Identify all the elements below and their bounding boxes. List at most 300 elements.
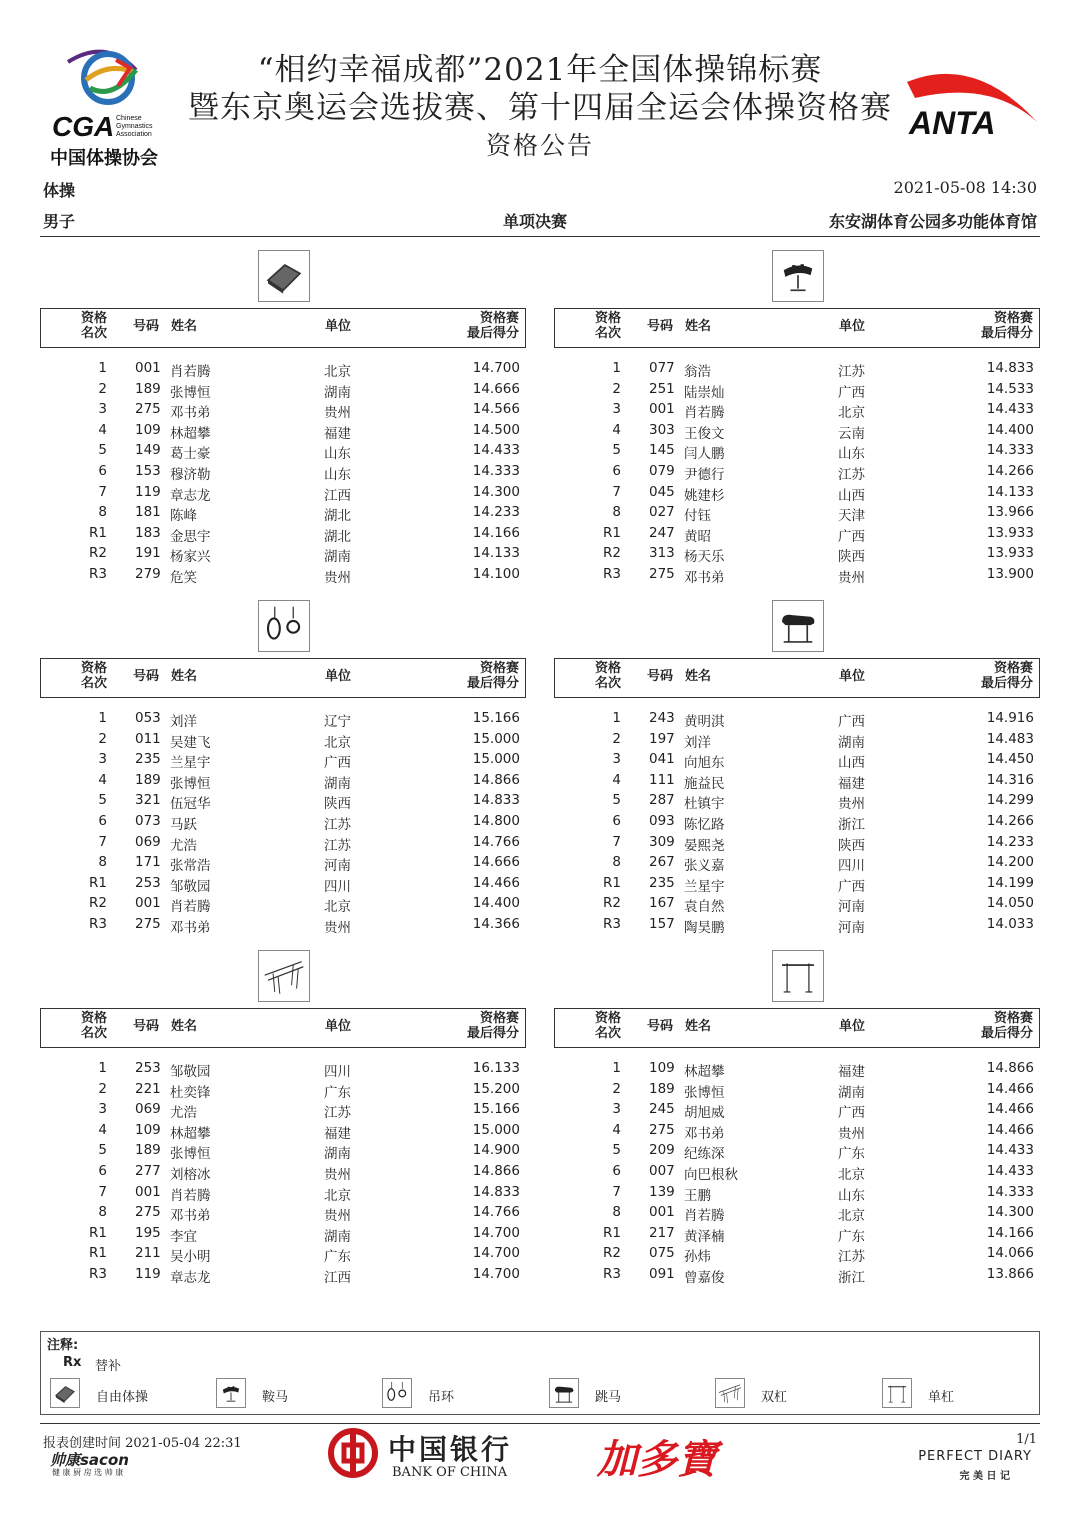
- score-cell: 15.000: [472, 730, 520, 747]
- unit-cell: 贵州: [324, 405, 351, 422]
- score-cell: 14.066: [986, 1245, 1034, 1262]
- score-cell: 14.300: [986, 1204, 1034, 1221]
- bib-cell: 119: [135, 483, 161, 500]
- col-name-header: 姓名: [171, 319, 198, 334]
- unit-cell: 福建: [324, 1125, 351, 1142]
- score-cell: 14.666: [472, 380, 520, 397]
- name-cell: 王鹏: [684, 1187, 711, 1204]
- col-rank-header-line1: 资格: [594, 311, 621, 326]
- score-cell: 14.100: [472, 566, 520, 582]
- rank-cell: 5: [98, 442, 107, 459]
- table-row: [554, 854, 1040, 875]
- score-cell: 14.299: [986, 792, 1034, 809]
- col-score-header: [467, 1012, 519, 1042]
- pd-en: PERFECT DIARY: [918, 1449, 1032, 1464]
- table-row: [554, 731, 1040, 752]
- bib-cell: 093: [649, 813, 675, 829]
- name-cell: 危笑: [170, 570, 197, 586]
- name-cell: 肖若腾: [684, 405, 725, 422]
- name-cell: 金思宇: [170, 528, 211, 545]
- table-row: [40, 566, 526, 587]
- name-cell: 张义嘉: [684, 858, 725, 875]
- score-cell: 14.133: [472, 545, 520, 562]
- table-row: [40, 731, 526, 752]
- score-cell: 14.266: [986, 463, 1034, 479]
- table-row: [554, 875, 1040, 896]
- name-cell: 施益民: [684, 775, 725, 792]
- score-cell: 13.933: [986, 524, 1034, 541]
- bib-cell: 079: [649, 463, 675, 479]
- name-cell: 林超攀: [684, 1064, 725, 1080]
- table-row: [40, 1184, 526, 1205]
- score-cell: 14.866: [986, 1060, 1034, 1076]
- unit-cell: 湖南: [324, 1146, 351, 1163]
- col-rank-header: [585, 312, 631, 342]
- score-cell: 14.266: [986, 813, 1034, 829]
- rank-cell: 8: [98, 504, 107, 521]
- name-cell: 黄泽楠: [684, 1228, 725, 1245]
- unit-cell: 湖南: [838, 734, 865, 751]
- unit-cell: 广东: [838, 1146, 865, 1163]
- unit-cell: 陕西: [838, 837, 865, 854]
- bib-cell: 275: [135, 1204, 161, 1221]
- unit-cell: 北京: [324, 1187, 351, 1204]
- name-cell: 刘榕冰: [170, 1167, 211, 1183]
- title-line3: 资格公告: [485, 131, 594, 160]
- table-row: [554, 1081, 1040, 1102]
- name-cell: 袁自然: [684, 899, 725, 916]
- score-cell: 14.050: [986, 895, 1034, 912]
- name-cell: 姚建杉: [684, 487, 725, 504]
- bib-cell: 007: [649, 1163, 675, 1179]
- rank-cell: R1: [89, 1245, 107, 1262]
- table-row: [554, 401, 1040, 422]
- legend-item: [882, 1378, 1032, 1410]
- unit-cell: 河南: [838, 899, 865, 916]
- score-cell: 14.833: [986, 360, 1034, 376]
- bib-cell: 075: [649, 1245, 675, 1262]
- bib-cell: 189: [649, 1080, 675, 1097]
- bib-cell: 001: [649, 401, 675, 418]
- apparatus-table: [554, 250, 1040, 595]
- table-row: [554, 895, 1040, 916]
- table-row: [554, 751, 1040, 772]
- unit-cell: 贵州: [324, 570, 351, 586]
- table-row: [554, 834, 1040, 855]
- table-row: [554, 484, 1040, 505]
- name-cell: 肖若腾: [684, 1208, 725, 1225]
- title-line1: “相约幸福成都”2021年全国体操锦标赛: [257, 52, 823, 88]
- score-cell: 15.000: [472, 751, 520, 768]
- legend-label: 跳马: [595, 1390, 622, 1405]
- svg-text:Gymnastics: Gymnastics: [116, 123, 153, 130]
- rank-cell: 2: [612, 730, 621, 747]
- col-score-header-line1: 资格赛: [993, 661, 1033, 676]
- table-header: [40, 308, 526, 348]
- bib-cell: 243: [649, 710, 675, 726]
- col-rank-header-line1: 资格: [594, 661, 621, 676]
- unit-cell: 福建: [838, 1064, 865, 1080]
- unit-cell: 江苏: [838, 467, 865, 483]
- col-bib-header: 号码: [133, 669, 160, 684]
- rank-cell: 3: [612, 401, 621, 418]
- unit-cell: 云南: [838, 425, 865, 442]
- name-cell: 黄明淇: [684, 714, 725, 730]
- score-cell: 14.466: [986, 1101, 1034, 1118]
- col-rank-header-line2: 名次: [594, 1025, 621, 1041]
- anta-logo: [905, 68, 1040, 138]
- rank-cell: 8: [612, 504, 621, 521]
- bib-cell: 109: [135, 421, 161, 438]
- col-rank-header-line2: 名次: [594, 675, 621, 691]
- name-cell: 陆崇灿: [684, 384, 725, 401]
- table-row: [554, 792, 1040, 813]
- table-row: [554, 360, 1040, 381]
- unit-cell: 山东: [838, 1187, 865, 1204]
- score-cell: 14.400: [472, 895, 520, 912]
- bib-cell: 309: [649, 833, 675, 850]
- score-cell: 14.366: [472, 916, 520, 932]
- name-cell: 邓书弟: [170, 1208, 211, 1225]
- name-cell: 张博恒: [170, 384, 211, 401]
- table-row: [554, 1163, 1040, 1184]
- parallel-bars-icon: [715, 1378, 745, 1408]
- rank-cell: 4: [612, 421, 621, 438]
- score-cell: 14.199: [986, 874, 1034, 891]
- unit-cell: 福建: [324, 425, 351, 442]
- unit-cell: 广东: [324, 1084, 351, 1101]
- bib-cell: 279: [135, 566, 161, 582]
- name-cell: 尤浩: [170, 1105, 197, 1122]
- score-cell: 15.166: [472, 710, 520, 726]
- rank-cell: R3: [603, 566, 621, 582]
- rank-cell: 2: [98, 1080, 107, 1097]
- rank-cell: R1: [89, 1224, 107, 1241]
- name-cell: 邓书弟: [684, 570, 725, 586]
- bib-cell: 189: [135, 380, 161, 397]
- bib-cell: 145: [649, 442, 675, 459]
- rank-cell: 1: [612, 360, 621, 376]
- bib-cell: 217: [649, 1224, 675, 1241]
- table-row: [554, 463, 1040, 484]
- pommel-horse-icon: [772, 250, 824, 302]
- rank-cell: 5: [98, 1142, 107, 1159]
- name-cell: 林超攀: [170, 425, 211, 442]
- rank-cell: 6: [98, 813, 107, 829]
- unit-cell: 贵州: [838, 570, 865, 586]
- rank-cell: 4: [98, 421, 107, 438]
- unit-cell: 广东: [324, 1249, 351, 1266]
- table-row: [554, 422, 1040, 443]
- unit-cell: 山东: [324, 446, 351, 463]
- name-cell: 陈峰: [170, 508, 197, 525]
- name-cell: 向旭东: [684, 755, 725, 772]
- bib-cell: 253: [135, 874, 161, 891]
- table-row: [40, 792, 526, 813]
- unit-cell: 四川: [324, 1064, 351, 1080]
- unit-cell: 湖南: [838, 1084, 865, 1101]
- rank-cell: R2: [603, 545, 621, 562]
- score-cell: 14.166: [472, 524, 520, 541]
- name-cell: 黄昭: [684, 528, 711, 545]
- table-row: [40, 422, 526, 443]
- name-cell: 曾嘉俊: [684, 1270, 725, 1286]
- col-name-header: 姓名: [171, 669, 198, 684]
- col-bib-header: 号码: [647, 669, 674, 684]
- score-cell: 15.200: [472, 1080, 520, 1097]
- name-cell: 向巴根秋: [684, 1167, 738, 1183]
- rank-cell: 6: [98, 1163, 107, 1179]
- table-row: [40, 751, 526, 772]
- bib-cell: 053: [135, 710, 161, 726]
- unit-cell: 广西: [838, 528, 865, 545]
- unit-cell: 天津: [838, 508, 865, 525]
- apparatus-table: [554, 600, 1040, 945]
- bib-cell: 303: [649, 421, 675, 438]
- apparatus-table: [40, 950, 526, 1295]
- bib-cell: 191: [135, 545, 161, 562]
- score-cell: 14.466: [986, 1080, 1034, 1097]
- name-cell: 邓书弟: [170, 920, 211, 936]
- gender-label: 男子: [43, 212, 76, 231]
- score-cell: 15.166: [472, 1101, 520, 1118]
- table-row: [40, 525, 526, 546]
- name-cell: 张博恒: [170, 1146, 211, 1163]
- score-cell: 14.483: [986, 730, 1034, 747]
- unit-cell: 江苏: [838, 1249, 865, 1266]
- rank-cell: R3: [89, 1266, 107, 1282]
- col-score-header-line1: 资格赛: [479, 1011, 519, 1026]
- rank-cell: 4: [98, 1121, 107, 1138]
- horizontal-bar-icon: [772, 950, 824, 1002]
- bib-cell: 275: [649, 566, 675, 582]
- bib-cell: 275: [135, 916, 161, 932]
- table-row: [554, 1266, 1040, 1287]
- score-cell: 14.233: [986, 833, 1034, 850]
- bib-cell: 277: [135, 1163, 161, 1179]
- col-score-header: [981, 312, 1033, 342]
- unit-cell: 北京: [838, 405, 865, 422]
- col-rank-header-line2: 名次: [80, 675, 107, 691]
- rx-label: 替补: [95, 1359, 122, 1374]
- title-line2: 暨东京奥运会选拔赛、第十四届全运会体操资格赛: [188, 90, 892, 126]
- table-row: [40, 1266, 526, 1287]
- name-cell: 张博恒: [684, 1084, 725, 1101]
- col-score-header-line2: 最后得分: [466, 675, 519, 691]
- legend-item: [715, 1378, 865, 1410]
- legend-label: 鞍马: [262, 1390, 289, 1405]
- col-name-header: 姓名: [685, 1019, 712, 1034]
- table-row: [40, 1142, 526, 1163]
- score-cell: 14.700: [472, 1224, 520, 1241]
- unit-cell: 广西: [838, 384, 865, 401]
- rank-cell: 6: [612, 463, 621, 479]
- col-rank-header: [585, 1012, 631, 1042]
- rank-cell: 7: [612, 1183, 621, 1200]
- score-cell: 14.800: [472, 813, 520, 829]
- rank-cell: R1: [603, 1224, 621, 1241]
- rank-cell: 1: [98, 710, 107, 726]
- rank-cell: R3: [89, 566, 107, 582]
- bib-cell: 091: [649, 1266, 675, 1282]
- score-cell: 14.433: [986, 1163, 1034, 1179]
- col-unit-header: 单位: [325, 319, 352, 334]
- score-cell: 14.866: [472, 1163, 520, 1179]
- col-score-header-line1: 资格赛: [993, 1011, 1033, 1026]
- bib-cell: 109: [135, 1121, 161, 1138]
- name-cell: 肖若腾: [170, 899, 211, 916]
- name-cell: 杨家兴: [170, 549, 211, 566]
- col-score-header-line2: 最后得分: [980, 325, 1033, 341]
- name-cell: 尹德行: [684, 467, 725, 483]
- score-cell: 14.433: [986, 401, 1034, 418]
- score-cell: 14.200: [986, 854, 1034, 871]
- score-cell: 14.700: [472, 1245, 520, 1262]
- svg-text:Chinese: Chinese: [116, 115, 142, 122]
- rank-cell: 4: [612, 1121, 621, 1138]
- col-unit-header: 单位: [839, 669, 866, 684]
- name-cell: 陈忆路: [684, 817, 725, 833]
- col-bib-header: 号码: [133, 1019, 160, 1034]
- col-score-header-line1: 资格赛: [479, 661, 519, 676]
- unit-cell: 贵州: [324, 920, 351, 936]
- score-cell: 14.766: [472, 1204, 520, 1221]
- score-cell: 14.433: [472, 442, 520, 459]
- rings-icon: [382, 1378, 412, 1408]
- legend-item: [549, 1378, 699, 1410]
- rank-cell: 4: [612, 771, 621, 788]
- unit-cell: 辽宁: [324, 714, 351, 730]
- col-score-header: [981, 662, 1033, 692]
- bib-cell: 235: [649, 874, 675, 891]
- name-cell: 杜镇宇: [684, 796, 725, 813]
- score-cell: 14.900: [472, 1142, 520, 1159]
- rank-cell: 7: [98, 1183, 107, 1200]
- bib-cell: 267: [649, 854, 675, 871]
- score-cell: 14.033: [986, 916, 1034, 932]
- table-row: [40, 1245, 526, 1266]
- name-cell: 付钰: [684, 508, 711, 525]
- score-cell: 14.450: [986, 751, 1034, 768]
- name-cell: 吴小明: [170, 1249, 211, 1266]
- bib-cell: 153: [135, 463, 161, 479]
- table-row: [40, 504, 526, 525]
- table-row: [40, 834, 526, 855]
- unit-cell: 江苏: [324, 837, 351, 854]
- bib-cell: 287: [649, 792, 675, 809]
- bib-cell: 211: [135, 1245, 161, 1262]
- unit-cell: 河南: [324, 858, 351, 875]
- unit-cell: 江苏: [324, 817, 351, 833]
- score-cell: 14.166: [986, 1224, 1034, 1241]
- col-score-header-line2: 最后得分: [980, 675, 1033, 691]
- rank-cell: R3: [89, 916, 107, 932]
- unit-cell: 江苏: [838, 364, 865, 380]
- unit-cell: 北京: [324, 364, 351, 380]
- boc-cn: 中国银行: [388, 1433, 513, 1466]
- rank-cell: 4: [98, 771, 107, 788]
- unit-cell: 湖北: [324, 528, 351, 545]
- name-cell: 林超攀: [170, 1125, 211, 1142]
- pd-cn: 完 美 日 记: [959, 1471, 1010, 1482]
- rank-cell: 1: [98, 1060, 107, 1076]
- table-row: [40, 1122, 526, 1143]
- col-score-header: [467, 662, 519, 692]
- unit-cell: 四川: [324, 878, 351, 895]
- unit-cell: 广西: [838, 1105, 865, 1122]
- unit-cell: 湖南: [324, 775, 351, 792]
- rank-cell: 7: [98, 833, 107, 850]
- table-header: [554, 1008, 1040, 1048]
- unit-cell: 广东: [838, 1228, 865, 1245]
- venue-label: 东安湖体育公园多功能体育馆: [828, 212, 1037, 231]
- legend-label: 自由体操: [96, 1390, 149, 1405]
- name-cell: 肖若腾: [170, 1187, 211, 1204]
- table-row: [554, 566, 1040, 587]
- col-score-header-line1: 资格赛: [479, 311, 519, 326]
- col-score-header-line2: 最后得分: [980, 1025, 1033, 1041]
- svg-text:Association: Association: [116, 131, 152, 138]
- bib-cell: 041: [649, 751, 675, 768]
- col-rank-header-line1: 资格: [80, 311, 107, 326]
- unit-cell: 北京: [324, 734, 351, 751]
- col-rank-header: [71, 662, 117, 692]
- table-row: [554, 1101, 1040, 1122]
- unit-cell: 山东: [324, 467, 351, 483]
- col-score-header-line2: 最后得分: [466, 1025, 519, 1041]
- bib-cell: 167: [649, 895, 675, 912]
- name-cell: 王俊文: [684, 425, 725, 442]
- unit-cell: 湖南: [324, 384, 351, 401]
- rank-cell: R3: [603, 1266, 621, 1282]
- name-cell: 兰星宇: [684, 878, 725, 895]
- bib-cell: 235: [135, 751, 161, 768]
- unit-cell: 北京: [838, 1167, 865, 1183]
- phase-label: 单项决赛: [503, 212, 568, 231]
- table-row: [554, 813, 1040, 834]
- bib-cell: 197: [649, 730, 675, 747]
- table-row: [40, 1225, 526, 1246]
- table-row: [40, 442, 526, 463]
- col-score-header-line1: 资格赛: [993, 311, 1033, 326]
- unit-cell: 陕西: [838, 549, 865, 566]
- score-cell: 14.400: [986, 421, 1034, 438]
- name-cell: 刘洋: [684, 734, 711, 751]
- unit-cell: 山西: [838, 487, 865, 504]
- score-cell: 14.433: [986, 1142, 1034, 1159]
- score-cell: 14.500: [472, 421, 520, 438]
- name-cell: 肖若腾: [170, 364, 211, 380]
- unit-cell: 湖北: [324, 508, 351, 525]
- rank-cell: 5: [98, 792, 107, 809]
- score-cell: 14.566: [472, 401, 520, 418]
- table-row: [554, 1225, 1040, 1246]
- col-unit-header: 单位: [839, 319, 866, 334]
- name-cell: 陶昊鹏: [684, 920, 725, 936]
- vault-icon: [772, 600, 824, 652]
- score-cell: 14.700: [472, 1266, 520, 1282]
- bib-cell: 077: [649, 360, 675, 376]
- rank-cell: 2: [98, 730, 107, 747]
- svg-text:中国体操协会: 中国体操协会: [50, 148, 158, 169]
- table-row: [40, 895, 526, 916]
- name-cell: 马跃: [170, 817, 197, 833]
- score-cell: 14.533: [986, 380, 1034, 397]
- legend-item: [50, 1378, 200, 1410]
- score-cell: 14.466: [986, 1121, 1034, 1138]
- name-cell: 邹敬园: [170, 878, 211, 895]
- unit-cell: 贵州: [324, 1208, 351, 1225]
